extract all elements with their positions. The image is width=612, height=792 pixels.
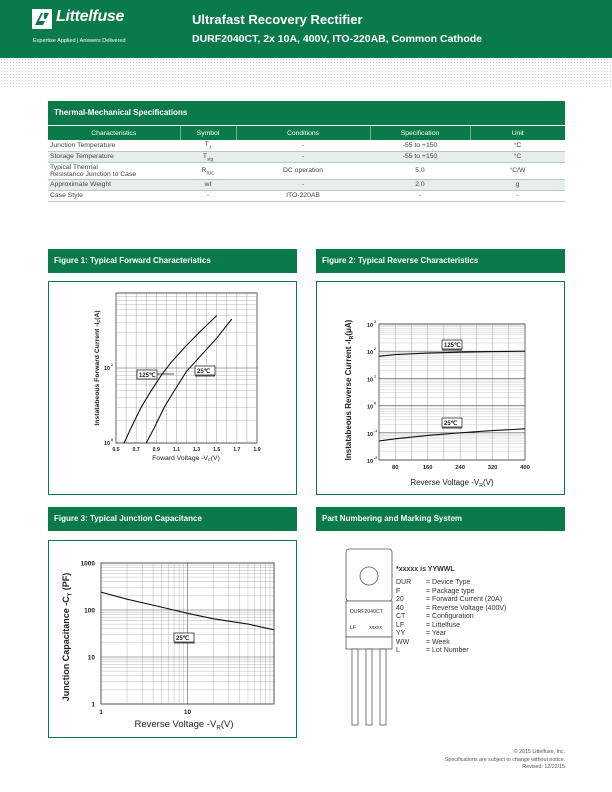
x-tick-label: 1.7 [233,447,241,453]
thermal-row [48,140,565,151]
cell: ITO-220AB [236,190,370,201]
label-main: Foward Voltage -V [152,455,209,462]
legend-row [396,605,506,614]
fig2-svg [317,282,564,494]
x-tick-label: 0.7 [132,447,140,453]
label-unit: (A) [94,310,101,320]
legend-value: = Lot Number [426,647,469,654]
x-axis-title [410,478,494,489]
label-25c: 25℃ [176,636,190,642]
label-unit: (μA) [344,319,353,336]
cell [180,190,236,201]
label-main: Reverse Voltage -V [410,478,480,487]
thermal-row [48,162,565,179]
y-tick-label: 1000 [80,560,95,568]
label-main: Junction Capacitance -C [61,596,71,702]
label-unit: (PF) [61,572,71,593]
fig1-svg [49,282,296,494]
cell [180,179,236,190]
col-header: Characteristics [48,126,180,140]
x-tick-label: 1.5 [213,447,221,453]
x-axis-title [152,455,220,463]
y-tick-label: 10 [367,350,374,357]
partnum-title: Part Numbering and Marking System [316,507,565,531]
label-subscript: F [96,319,102,323]
cell [180,140,236,151]
legend-key: F [396,587,401,595]
legend-value: = Device Type [426,579,471,586]
thermal-table [48,126,565,202]
page-footer [445,749,565,772]
fig2-chart [316,281,565,495]
thermal-row [48,190,565,201]
partnum-legend [396,566,506,656]
cell: °C [470,151,565,162]
y-tick-label: 100 [84,607,95,615]
brand-tagline: Expertise Applied | Answers Delivered [33,38,126,44]
cell [180,162,236,179]
legend-row [396,588,506,597]
cell: - [370,190,470,201]
legend-value: = Configuration [426,613,474,620]
char-cell-line2: Resistance Junction to Case [50,170,137,178]
legend-key: LF [396,621,405,629]
y-tick-label: 10 [367,459,374,465]
fig2-title: Figure 2: Typical Reverse Characteristics [316,249,565,273]
x-tick-label: 0.9 [152,447,160,453]
dotted-band [0,58,612,88]
cell: g [470,179,565,190]
legend-value: = Week [426,638,450,646]
legend-key: 40 [396,604,404,612]
label-subscript: F [208,457,211,463]
y-tick-exponent: -1 [374,428,378,433]
label-125c: 125℃ [444,343,461,349]
cell: - [236,179,370,190]
char-cell: Junction Temperature [50,141,116,149]
legend-key: DUR [396,579,412,586]
x-tick-label: 400 [520,465,530,471]
x-tick-label: 1.3 [192,447,201,453]
legend-row [396,622,506,631]
legend-row [396,639,506,648]
y-tick-exponent: 1 [111,363,113,367]
cell: - [236,140,370,151]
char-cell: Approximate Weight [50,181,112,189]
cell [48,140,180,151]
x-tick-label: 320 [487,465,498,471]
label-25c: 25℃ [197,369,211,375]
legend-row [396,647,506,656]
label-subscript: R [349,335,355,340]
page-header [0,0,612,58]
label-main: Reverse Voltage -V [134,719,217,730]
legend-key: 20 [396,596,404,603]
cell: -55 to +150 [370,151,470,162]
thermal-section-title: Thermal-Mechanical Specifications [48,101,565,125]
label-main: Instatabeous Forward Current -I [94,322,101,426]
cell: -55 to +150 [370,140,470,151]
pkg-code-label: xxxxx [369,625,382,631]
y-tick-label: 10 [367,323,374,329]
y-tick-exponent: 0 [374,401,376,406]
legend-value: = Package type [426,587,475,595]
y-tick-exponent: 0 [111,438,113,442]
cell: - [470,190,565,201]
thermal-header-row [48,126,565,140]
cell [48,151,180,162]
symbol-cell: wt [204,181,212,189]
col-header: Conditions [236,126,370,140]
char-cell: Case Style [50,192,83,200]
x-tick-label: 1.9 [253,447,261,453]
y-axis-title [94,310,102,425]
label-unit: (V) [220,719,234,730]
x-tick-label: 10 [183,709,192,716]
legend-row [396,579,506,588]
symbol-cell: T [204,141,209,149]
symbol-cell: R [201,166,207,174]
legend-value: = Forward Current (20A) [426,596,503,603]
legend-key: L [396,647,400,654]
littelfuse-logo-icon [32,9,52,29]
legend-value: = Littelfuse [426,621,461,629]
label-unit: (V) [210,455,220,462]
copyright: © 2015 Littelfuse, Inc. [513,749,565,755]
x-tick-label: 1 [99,709,103,716]
y-tick-label: 10 [367,431,374,438]
legend-row [396,596,506,605]
legend-row [396,613,506,622]
y-tick-label: 10 [104,366,111,372]
label-subscript: T [67,592,74,597]
y-axis-title [344,319,355,460]
legend-value: = Reverse Voltage (400V) [426,604,507,612]
legend-key: YY [396,630,406,637]
cell [48,162,180,179]
label-25c: 25℃ [444,421,458,427]
spec-notice: Specifications are subject to change without notice. [444,756,565,763]
char-cell: Typical Thermal [50,163,98,171]
fig1-title: Figure 1: Typical Forward Characteristics [48,249,297,273]
cell [180,151,236,162]
y-axis-title [61,573,73,702]
thermal-row [48,179,565,190]
symbol-subscript: stg [207,155,214,161]
page-subtitle: DURF2040CT, 2x 10A, 400V, ITO-220AB, Common Cathode [192,33,483,45]
page-title: Ultrafast Recovery Rectifier [192,12,363,27]
cell [48,179,180,190]
col-header: Unit [470,126,565,140]
label-unit: (V) [483,478,494,487]
cell [48,190,180,201]
y-tick-label: 10 [367,404,374,411]
x-tick-label: 1.1 [172,447,181,453]
fig3-chart [48,540,297,738]
y-tick-label: 10 [104,441,111,447]
pkg-lf-label: LF [350,625,357,631]
y-tick-label: 1 [91,701,95,709]
label-subscript: R [216,724,221,732]
x-tick-label: 0.5 [112,447,120,453]
symbol-cell: - [206,192,210,200]
y-tick-label: 10 [367,377,374,384]
label-125c: 125℃ [139,373,156,379]
legend-row [396,630,506,639]
col-header: Symbol [180,126,236,140]
cell: - [236,151,370,162]
legend-value: = Year [426,630,447,637]
char-cell: Storage Temperature [50,153,114,161]
cell: 2.0 [370,179,470,190]
y-tick-exponent: 2 [374,347,376,352]
fig3-title: Figure 3: Typical Junction Capacitance [48,507,297,531]
fig1-chart [48,281,297,495]
legend-key: WW [396,638,410,646]
pkg-part-label: DURF2040CT [350,609,383,615]
y-tick-exponent: 3 [374,320,376,324]
cell: °C [470,140,565,151]
x-axis-title [135,719,234,731]
y-tick-label: 10 [87,654,95,662]
thermal-row [48,151,565,162]
symbol-subscript: J [208,144,212,150]
symbol-subscript: θJC [206,170,215,176]
revision-date: Revised: 12/22/15 [522,764,565,770]
y-tick-exponent: -2 [374,456,378,460]
legend-key: CT [396,613,406,620]
label-subscript: R [479,483,484,489]
col-header: Specification [370,126,470,140]
fig3-svg [49,541,296,737]
y-tick-exponent: 1 [374,374,376,379]
cell: DC operation [236,162,370,179]
ito220-package-diagram [340,548,400,728]
cell: °C/W [470,162,565,179]
brand-name: Littelfuse [56,8,125,25]
cell: 5.0 [370,162,470,179]
marking-note: *xxxxx is YYWWL [396,566,455,573]
x-tick-label: 80 [391,465,399,471]
symbol-cell: T [202,152,208,160]
label-main: Instatabeous Reverse Current -I [344,339,353,461]
x-tick-label: 240 [455,465,465,471]
x-tick-label: 160 [422,465,433,471]
